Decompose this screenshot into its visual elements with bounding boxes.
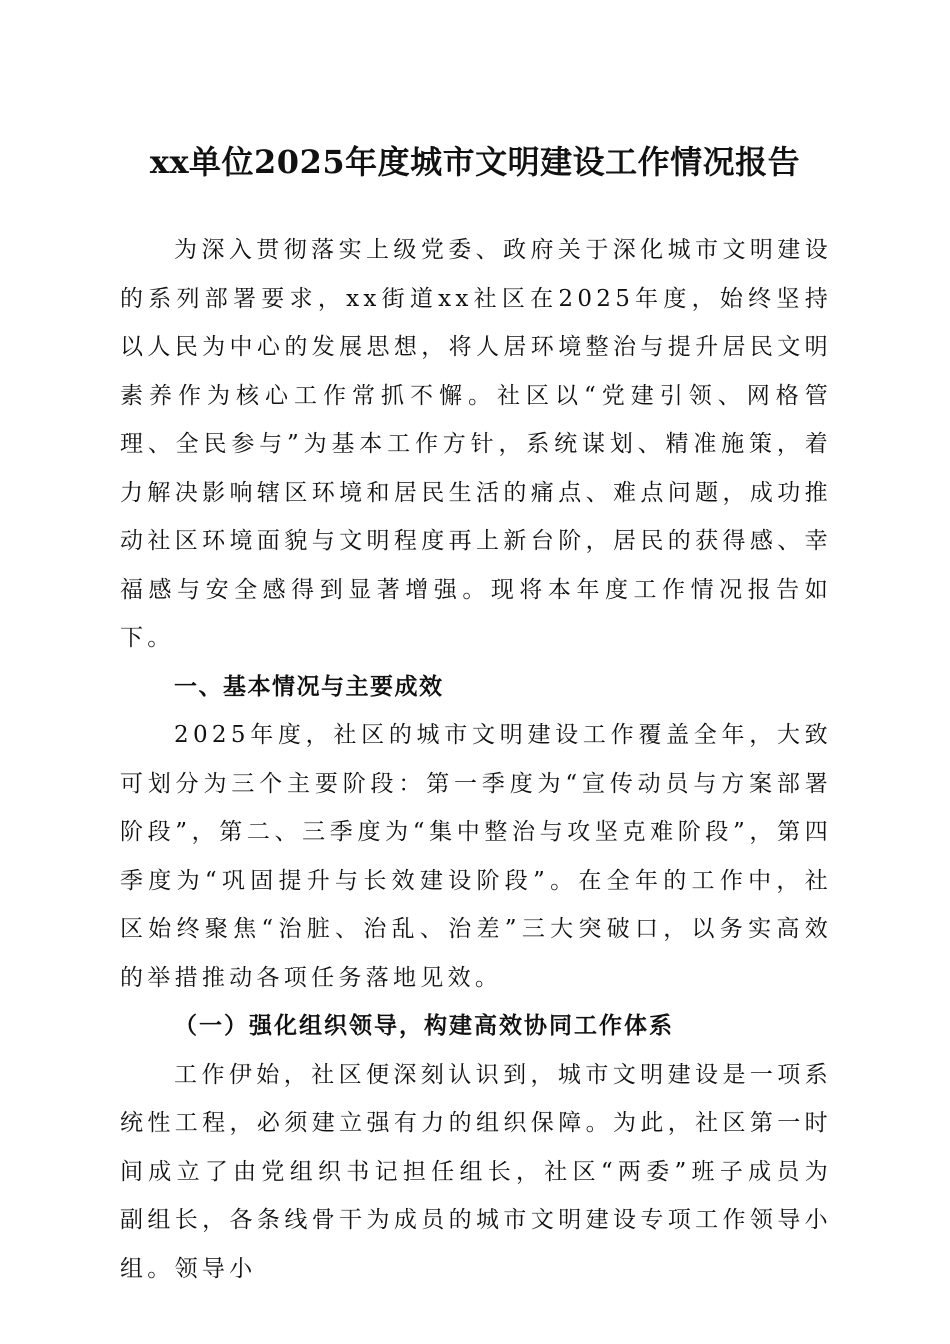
document-body	[120, 226, 832, 1293]
section-heading-1: 一、基本情况与主要成效	[174, 673, 444, 700]
section-1-paragraph: 2025年度，社区的城市文明建设工作覆盖全年，大致可划分为三个主要阶段：第一季度为“宣传动员与方案部署阶段”，第二、三季度为“集中整治与攻坚克难阶段”，第四季度为“巩固提升与长效建设阶段”。在全年的工作中，社区始终聚焦“治脏、治乱、治差”三大突破口，以务实高效的举措推动各项任务落地见效。	[120, 722, 832, 991]
intro-paragraph: 为深入贯彻落实上级党委、政府关于深化城市文明建设的系列部署要求，xx街道xx社区在2025年度，始终坚持以人民为中心的发展思想，将人居环境整治与提升居民文明素养作为核心工作常抓不懈。社区以“党建引领、网格管理、全民参与”为基本工作方针，系统谋划、精准施策，着力解决影响辖区环境和居民生活的痛点、难点问题，成功推动社区环境面貌与文明程度再上新台阶，居民的获得感、幸福感与安全感得到显著增强。现将本年度工作情况报告如下。	[120, 237, 832, 651]
document-title: xx单位2025年度城市文明建设工作情况报告	[149, 143, 801, 181]
subsection-1-paragraph: 工作伊始，社区便深刻认识到，城市文明建设是一项系统性工程，必须建立强有力的组织保障。为此，社区第一时间成立了由党组织书记担任组长，社区“两委”班子成员为副组长，各条线骨干为成员的城市文明建设专项工作领导小组。领导小	[120, 1061, 832, 1282]
subsection-heading-1: （一）强化组织领导，构建高效协同工作体系	[174, 1012, 675, 1039]
